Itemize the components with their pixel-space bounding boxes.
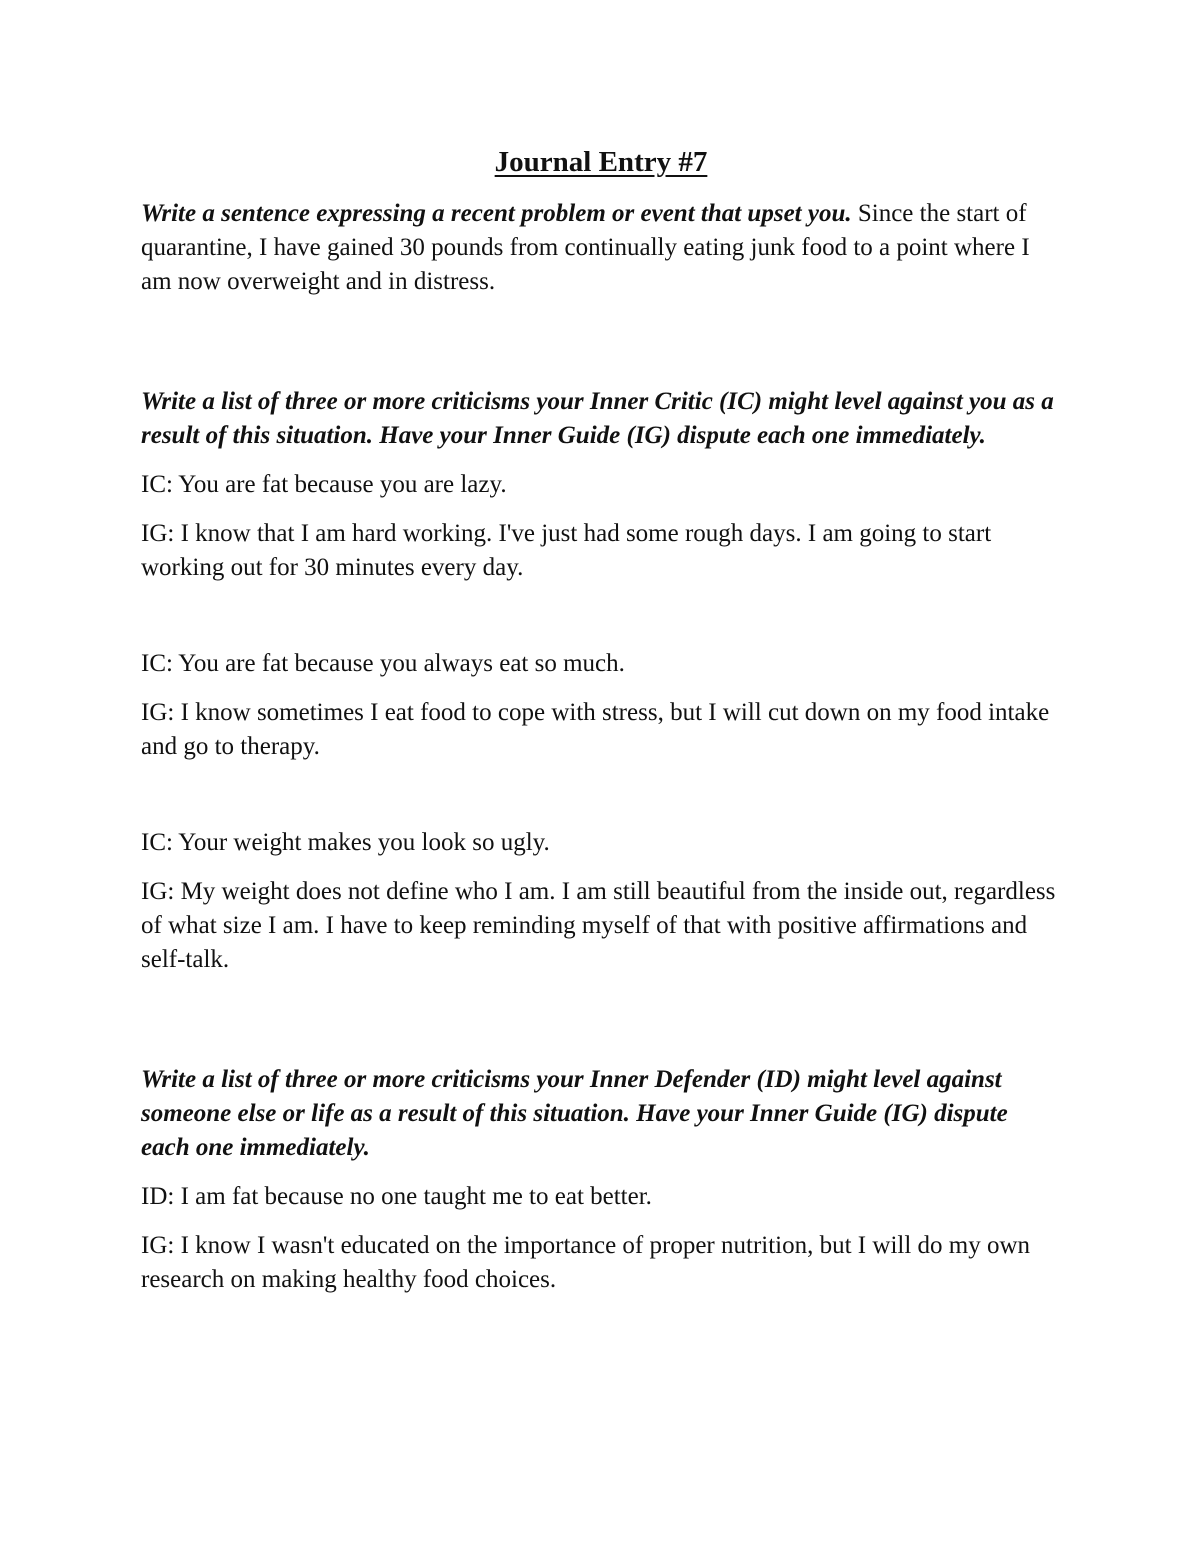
section1-prompt: Write a sentence expressing a recent problem or event that upset you. (141, 200, 852, 227)
spacer (141, 860, 1061, 875)
ic-statement-3: IC: Your weight makes you look so ugly. (141, 829, 550, 856)
section2-prompt: Write a list of three or more criticisms your Inner Critic (IC) might level against you as a result of this situation. Have your Inner Guide (IG) dispute each one immediately. (141, 388, 1054, 449)
spacer (141, 502, 1061, 517)
section3-prompt: Write a list of three or more criticisms your Inner Defender (ID) might level against someone else or life as a result of this situation. Have your Inner Guide (IG) dispute each one immediately. (141, 1066, 1008, 1161)
spacer (141, 764, 1061, 826)
ig-response-3: IG: My weight does not define who I am. I am still beautiful from the inside out, regardless of what size I am. I have to keep reminding myself of that with positive affirmations and self-talk. (141, 878, 1056, 973)
page-title-text: Journal Entry #7 (494, 146, 708, 178)
ic-statement-1: IC: You are fat because you are lazy. (141, 471, 507, 498)
ig-response-1: IG: I know that I am hard working. I've just had some rough days. I am going to start working out for 30 minutes every day. (141, 520, 992, 581)
section1-answer: Since the start of quarantine, I have gained 30 pounds from continually eating junk food to a point where I am now overweight and in distress. (141, 200, 1030, 295)
spacer (141, 681, 1061, 696)
id-statement-1: ID: I am fat because no one taught me to eat better. (141, 1183, 652, 1210)
section1-paragraph (141, 197, 1061, 299)
page-title (141, 143, 1061, 181)
ig-response-id-1: IG: I know I wasn't educated on the importance of proper nutrition, but I will do my own research on making healthy food choices. (141, 1232, 1031, 1293)
spacer (141, 299, 1061, 385)
ic-statement-2: IC: You are fat because you always eat so much. (141, 650, 625, 677)
spacer (141, 977, 1061, 1063)
spacer (141, 1165, 1061, 1180)
document-body (141, 143, 1061, 1297)
spacer (141, 585, 1061, 647)
ig-response-2: IG: I know sometimes I eat food to cope with stress, but I will cut down on my food intake and go to therapy. (141, 699, 1050, 760)
spacer (141, 1214, 1061, 1229)
spacer (141, 453, 1061, 468)
